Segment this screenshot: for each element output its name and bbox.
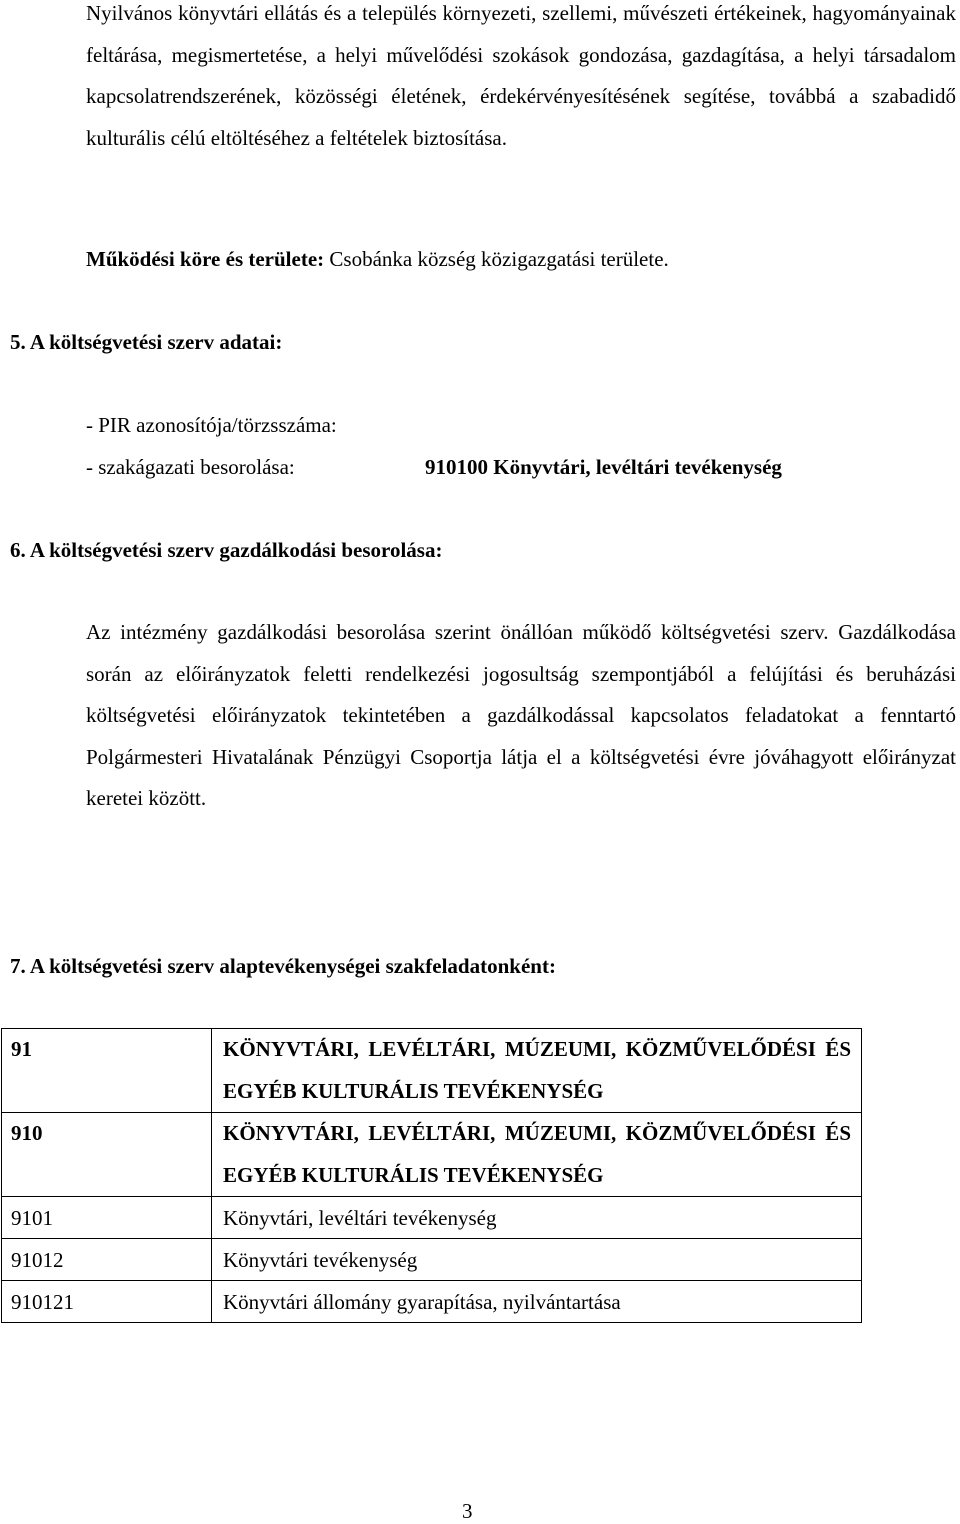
pir-label: - PIR azonosítója/törzsszáma:: [86, 413, 337, 437]
scope-line: [86, 245, 669, 273]
page-number: 3: [462, 1499, 473, 1523]
code-cell: 910121: [2, 1281, 212, 1323]
table-row: [2, 1281, 862, 1323]
scope-value: Csobánka község közigazgatási területe.: [329, 247, 669, 271]
table-row: [2, 1197, 862, 1239]
sector-value: 910100 Könyvtári, levéltári tevékenység: [425, 455, 782, 479]
table-row: [2, 1239, 862, 1281]
description-cell: KÖNYVTÁRI, LEVÉLTÁRI, MÚZEUMI, KÖZMŰVELŐDÉSI ÉS EGYÉB KULTURÁLIS TEVÉKENYSÉG: [212, 1029, 862, 1113]
description-cell: Könyvtári, levéltári tevékenység: [212, 1197, 862, 1239]
scope-label: Működési köre és területe:: [86, 247, 325, 271]
section-6-heading: 6. A költségvetési szerv gazdálkodási besorolása:: [10, 538, 443, 562]
description-cell: Könyvtári tevékenység: [212, 1239, 862, 1281]
section-7-heading: 7. A költségvetési szerv alaptevékenységei szakfeladatonként:: [10, 954, 556, 978]
section-5-heading: 5. A költségvetési szerv adatai:: [10, 330, 283, 354]
code-cell: 910: [2, 1113, 212, 1197]
section-6-paragraph: Az intézmény gazdálkodási besorolása szerint önállóan működő költségvetési szerv. Gazdálkodása során az előirányzatok feletti rendelkezési jogosultság szempontjából a felújítási és beruházási költségvetési előirányzatok tekintetében a gazdálkodással kapcsolatos feladatokat a fenntartó Polgármesteri Hivatalának Pénzügyi Csoportja látja el a költségvetési évre jóváhagyott előirányzat keretei között.: [86, 620, 956, 811]
activity-code-table: [1, 1028, 862, 1323]
intro-paragraph: Nyilvános könyvtári ellátás és a település környezeti, szellemi, művészeti értékeinek, hagyományainak feltárása, megismertetése, a helyi művelődési szokások gondozása, gazdagítása, a helyi társadalom kapcsolatrendszerének, közösségi életének, érdekérvényesítésének segítése, továbbá a szabadidő kulturális célú eltöltéséhez a feltételek biztosítása.: [86, 1, 956, 150]
description-cell: Könyvtári állomány gyarapítása, nyilvántartása: [212, 1281, 862, 1323]
description-cell: KÖNYVTÁRI, LEVÉLTÁRI, MÚZEUMI, KÖZMŰVELŐDÉSI ÉS EGYÉB KULTURÁLIS TEVÉKENYSÉG: [212, 1113, 862, 1197]
code-cell: 9101: [2, 1197, 212, 1239]
table-row: [2, 1113, 862, 1197]
table-row: [2, 1029, 862, 1113]
code-cell: 91012: [2, 1239, 212, 1281]
sector-label: - szakágazati besorolása:: [86, 455, 295, 479]
code-cell: 91: [2, 1029, 212, 1113]
